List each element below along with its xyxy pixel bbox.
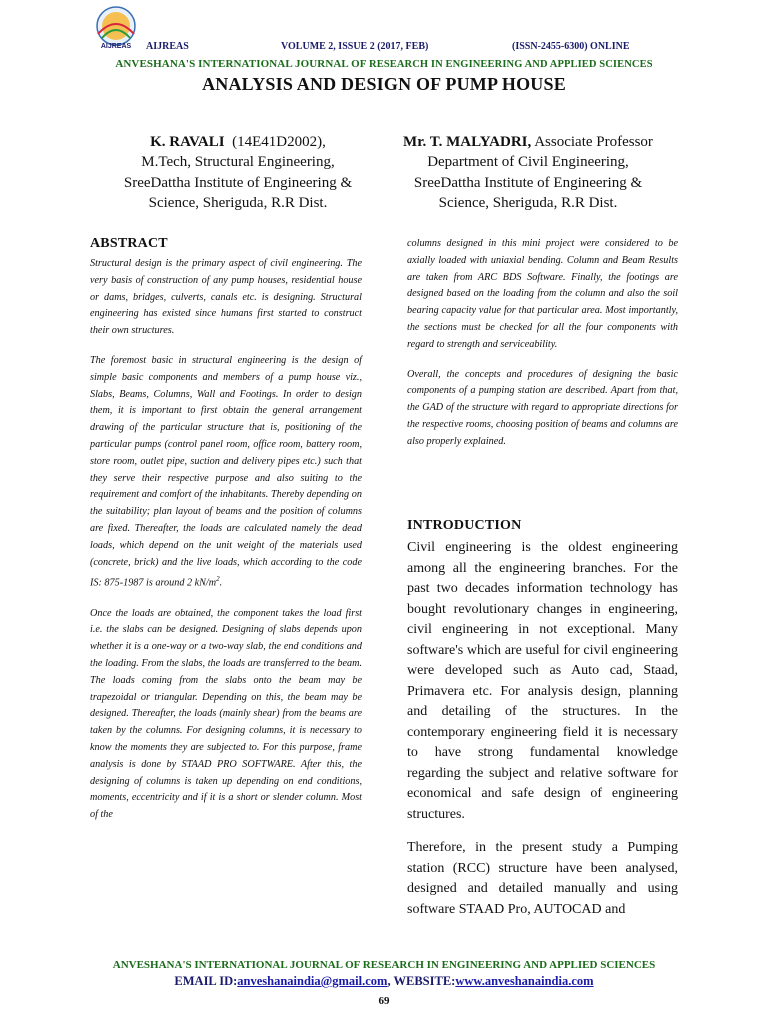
introduction-heading: INTRODUCTION xyxy=(407,518,522,533)
introduction-paragraph-1: Civil engineering is the oldest engineering among all the engineering branches. For the past two decades information technology has bought revolutionary changes in engineering, civil engineering in not exceptional. Many software's which are useful for civil engineering were developed such as Auto cad, Staad, Primavera etc. For analysis design, planning and detailing of the structures. In the contemporary engineering field it is necessary to have strong fundamental knowledge regarding the subject and relative software for economical and safe design of engineering structures. xyxy=(407,540,678,822)
abstract-heading: ABSTRACT xyxy=(90,236,168,251)
journal-header xyxy=(0,41,768,55)
abstract-paragraph-3: Once the loads are obtained, the component takes the load first i.e. the slabs can be designed. Designing of slabs depends upon whether it is a one-way or a two-way slab, the end conditions and the loading. From the slabs, the loads are transferred to the beam. The loads coming from the slabs onto the beam may be trapezoidal or triangular. Depending on this, the beam may be designed. Thereafter, the loads (mainly shear) from the beams are taken by the columns. For designing columns, it is necessary to know the moments they are subjected to. For this purpose, frame analysis is done by STAAD PRO SOFTWARE. After this, the designing of columns is taken up depending on end conditions, moments, eccentricity and if it is a short or slender column. Most of the xyxy=(90,607,362,821)
abstract-paragraph-1: Structural design is the primary aspect of civil engineering. The very basis of construction of any pump houses, residential house or dams, bridges, culverts, canals etc. is designing. Structural engineering has existed since humans first started to construct their own structures. xyxy=(90,258,362,337)
logo-text: AIJREAS xyxy=(100,43,132,50)
author-left-institute: SreeDattha Institute of Engineering & xyxy=(123,174,353,191)
author-right-name: Mr. T. MALYADRI, xyxy=(403,134,532,150)
page-number: 69 xyxy=(378,995,390,1007)
author-right xyxy=(378,132,678,213)
author-left xyxy=(88,132,388,213)
website-link[interactable]: www.anveshanaindia.com xyxy=(455,974,594,988)
author-left-degree: M.Tech, Structural Engineering, xyxy=(141,154,335,171)
footer-contact xyxy=(0,974,768,989)
author-left-id: (14E41D2002), xyxy=(232,134,326,150)
abstract-right-column xyxy=(407,236,678,451)
author-right-dept: Department of Civil Engineering, xyxy=(427,154,629,171)
author-right-institute: SreeDattha Institute of Engineering & xyxy=(413,174,643,191)
abstract-left-column xyxy=(90,256,362,824)
issn-info: (ISSN-2455-6300) ONLINE xyxy=(512,41,630,52)
introduction-paragraph-2: Therefore, in the present study a Pumping station (RCC) structure have been analysed, designed and detailed manually and using software STAAD Pro, AUTOCAD and xyxy=(407,840,678,917)
journal-abbr: AIJREAS xyxy=(146,41,189,52)
abstract-paragraph-5: Overall, the concepts and procedures of designing the basic components of a pumping station are described. Apart from that, the GAD of the structure with regard to appropriate directions for the respective rooms, choosing position of beams and columns are also properly explained. xyxy=(407,368,678,447)
email-link[interactable]: anveshanaindia@gmail.com xyxy=(237,974,388,988)
abstract-paragraph-4: columns designed in this mini project were considered to be axially loaded with uniaxial bending. Column and Beam Results are taken from ARC BDS Software. Finally, the footings are designed based on the loading from the column and also the soil bearing capacity value for that particular area. Most importantly, the sections must be checked for all the four components with regard to strength and serviceability. xyxy=(407,238,678,350)
superscript: 2 xyxy=(216,575,220,584)
website-label: WEBSITE: xyxy=(393,974,456,988)
email-label: EMAIL ID: xyxy=(174,974,238,988)
author-left-name: K. RAVALI xyxy=(150,134,225,150)
abstract-paragraph-2: The foremost basic in structural engineering is the design of simple basic components and members of a pump house viz., Slabs, Beams, Columns, Wall and Footings. In order to design them, it is important to first obtain the general arrangement drawing of the particular structure that is, positioning of the particular pumps (control panel room, office room, battery room, store room, outlet pipe, suction and delivery pipes etc.) such that they serve their respective purpose and also suiting to the requirement and comfort of the inhabitants. Thereby depending on the suitability; plan layout of beams and the position of columns are fixed. Thereafter, the loads are calculated namely the dead loads, which depend on the unit weight of the materials used (concrete, brick) and the live loads, which according to the code IS: 875-1987 is around 2 $kN/m^2$. xyxy=(90,354,362,589)
footer-separator: , xyxy=(387,974,394,988)
journal-name-caps: ANVESHANA'S INTERNATIONAL JOURNAL OF xyxy=(115,58,367,70)
journal-name-rest: RESEARCH IN ENGINEERING AND APPLIED SCIENCES xyxy=(369,59,653,70)
author-left-location: Science, Sheriguda, R.R Dist. xyxy=(148,194,328,211)
journal-name xyxy=(0,58,768,70)
volume-info: VOLUME 2, ISSUE 2 (2017, FEB) xyxy=(281,41,429,52)
author-right-role: Associate Professor xyxy=(534,134,653,150)
author-right-location: Science, Sheriguda, R.R Dist. xyxy=(438,194,618,211)
footer-journal-name: ANVESHANA'S INTERNATIONAL JOURNAL OF RESEARCH IN ENGINEERING AND APPLIED SCIENCES xyxy=(112,959,656,971)
paper-title: ANALYSIS AND DESIGN OF PUMP HOUSE xyxy=(202,74,566,94)
